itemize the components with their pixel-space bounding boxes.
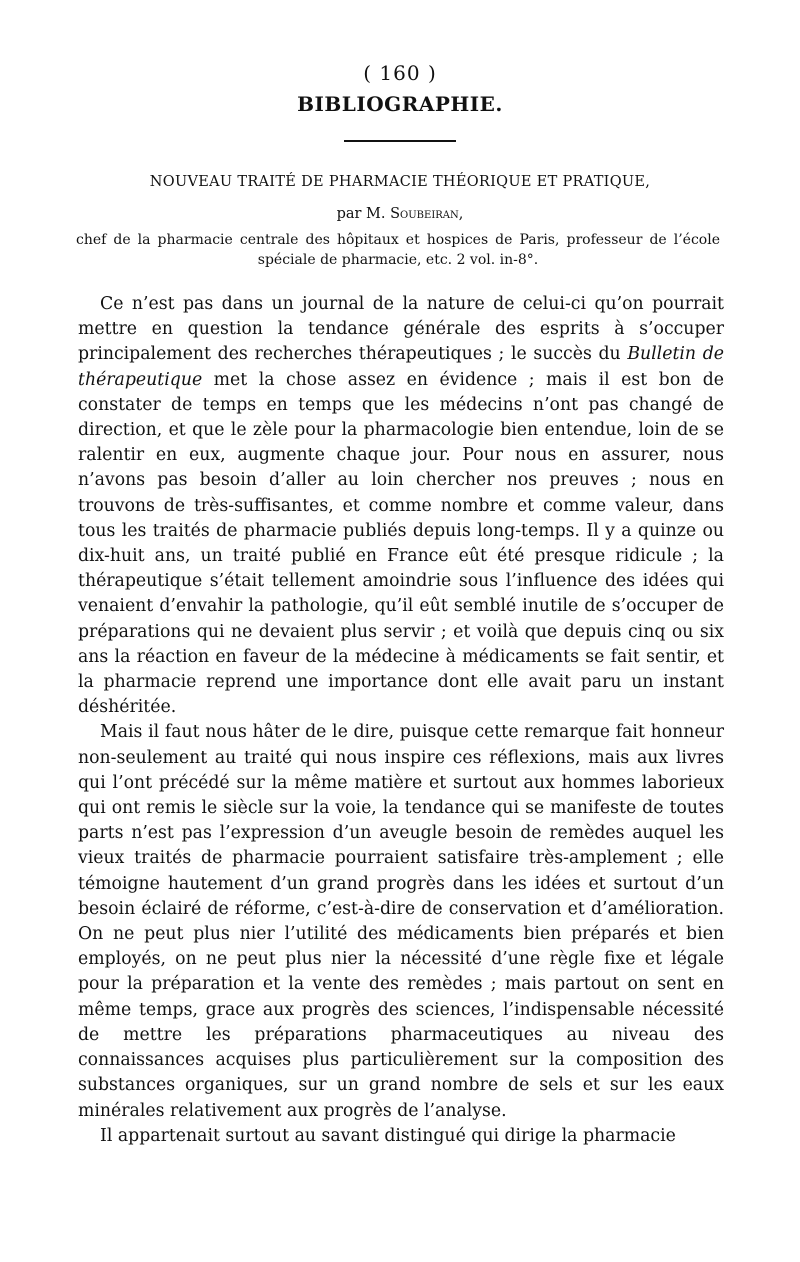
author-suffix: , [458,206,464,222]
author-prefix: par M. [336,206,386,222]
section-heading: BIBLIOGRAPHIE. [297,92,503,116]
paragraph-2: Mais il faut nous hâter de le dire, puisque cette remarque fait honneur non-seulement au traité qui nous inspire ces réflexions, mais aux livres qui l’ont précédé sur la même matière et surtout aux hommes laborieux qui ont remis le siècle sur la voie, la tendance qui se manifeste de toutes parts n’est pas l’expression d’un aveugle besoin de remèdes auquel les vieux traités de pharmacie pourraient satisfaire très-amplement ; elle témoigne hautement d’un grand progrès dans les idées et surtout d’un besoin éclairé de réforme, c’est-à-dire de conservation et d’amélioration. On ne peut plus nier l’utilité des médicaments bien préparés et bien employés, on ne peut plus nier la nécessité d’une règle fixe et légale pour la préparation et la vente des remèdes ; mais partout on sent en même temps, grace aux progrès des sciences, l’indispensable nécessité de mettre les préparations pharmaceutiques au niveau des connaissances acquises plus particulièrement sur la composition des substances organiques, sur un grand nombre de sels et sur les eaux minérales relativement aux progrès de l’analyse. [78,722,724,1121]
book-author-line [0,204,800,224]
book-title: NOUVEAU TRAITÉ DE PHARMACIE THÉORIQUE ET PRATIQUE, [149,174,651,190]
paragraph-3: Il appartenait surtout au savant distingué qui dirige la pharmacie [100,1125,676,1146]
page-number: ( 160 ) [363,61,437,85]
book-description: chef de la pharmacie centrale des hôpitaux et hospices de Paris, professeur de l’école spéciale de pharmacie, etc. 2 vol. in-8°. [76,232,720,268]
paragraph-1-text-a: Ce n’est pas dans un journal de la nature de celui-ci qu’on pourrait mettre en question la tendance générale des esprits à s’occuper principalement des recherches thérapeutiques ; le succès du [78,294,724,365]
journal-title-italic: Bulletin de thérapeutique [78,344,724,390]
paragraph-1-text-b: met la chose assez en évidence ; mais il est bon de constater de temps en temps que les médecins n’ont pas changé de direction, et que le zèle pour la pharmacologie bien entendue, loin de se ralentir en eux, augmente chaque jour. Pour nous en assurer, nous n’avons pas besoin d’aller au loin chercher nos preuves ; nous en trouvons de très-suffisantes, et comme nombre et comme valeur, dans tous les traités de pharmacie publiés depuis long-temps. Il y a quinze ou dix-huit ans, un traité publié en France eût été presque ridicule ; la thérapeutique s’était tellement amoindrie sous l’influence des idées qui venaient d’envahir la pathologie, qu’il eût semblé inutile de s’occuper de préparations qui ne devaient plus servir ; et voilà que depuis cinq ou six ans la réaction en faveur de la médecine à médicaments se fait sentir, et la pharmacie reprend une importance dont elle avait paru un instant déshéritée. [78,369,724,718]
author-name: Soubeiran [390,206,459,222]
heading-rule [344,140,456,142]
review-body [0,292,800,1149]
paragraph-1 [78,292,724,720]
